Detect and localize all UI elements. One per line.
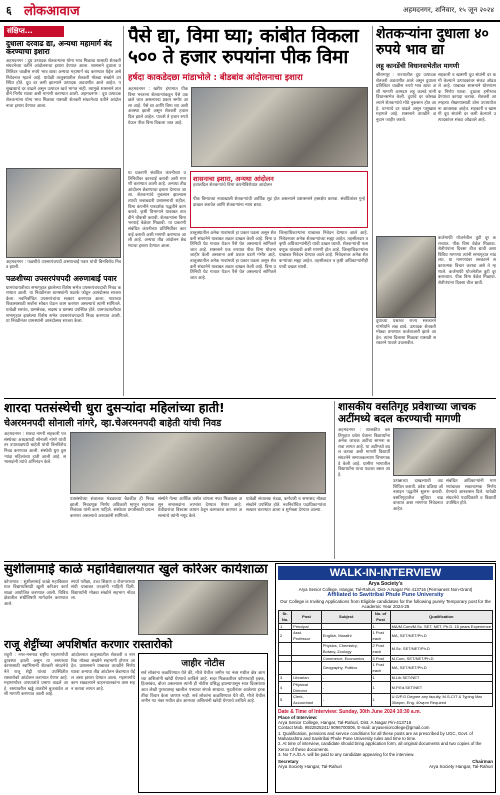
table-cell: M.Com, SET/NET/Ph.D bbox=[390, 655, 492, 662]
walk-in-note: 2. At time of interview, candidate should bring application form, all original documents and two copies of the Xerox of these documents. bbox=[278, 741, 482, 752]
table-cell: Principal bbox=[292, 623, 322, 630]
mid-left-photo bbox=[70, 432, 326, 494]
mid-left-body-col2: पतसंस्थेच्या संचालक मंडळाच्या बैठकीत ही निवड झाली. निवडणूक निर्णय अधिकारी म्हणून सहायक निबंधक यांनी काम पाहिले. संस्थेच्या प्रगतीसाठी प्रयत्न करणार असल्याचे अध्यक्षांनी सांगितले. bbox=[70, 497, 154, 519]
short-news-item1-title: दुधाला दरवाढ द्या, अन्यथा महामार्ग बंद करण्याचा इशारा bbox=[6, 39, 112, 56]
table-cell: - bbox=[321, 623, 371, 630]
walk-in-note: 1. Qualification, pensions and service conditions for all these posts are as prescribed by UGC, Govt. of Maharashtra and Savitribai Phule Pune University rules and time to time. bbox=[278, 730, 473, 742]
lead-headline: पैसे द्या, विमा घ्या; कांबीत विकला ५०० ते हजार रुपयांना पीक विमा bbox=[128, 26, 359, 68]
table-cell bbox=[279, 642, 292, 655]
mid-right-story bbox=[334, 401, 496, 559]
table-cell: Geography, Politics bbox=[321, 662, 371, 675]
walk-in-invite: Our College is Inviting Applications from Eligible candidates for the following purely Temporary post for the Academic Year 2024-25 bbox=[280, 599, 491, 609]
short-news-item2-body: ग्रामपंचायतीच्या सभागृहात झालेल्या विशेष सभेत उपसरपंचपदाची निवड करण्यात आली. या निवडीनंतर ग्रामस्थांनी फटाके फोडून आनंदोत्सव साजरा केला. नवनिर्वाचित उपसरपंचांचा सत्कार करण्यात आला. गावाच्या विकासासाठी सर्वांना सोबत घेऊन काम करणार असल्याचे त्यांनी सांगितले. यावेळी सरपंच, ग्रामसेवक, सदस्य व ग्रामस्थ उपस्थित होते. ग्रामपंचायतीच्या सभागृहात झालेल्या विशेष सभेत उपसरपंचपदाची निवड करण्यात आली. या निवडीनंतर ग्रामस्थांनी आनंदोत्सव साजरा केला. bbox=[6, 285, 121, 325]
short-news-item1-body: अहमदनगर : दूध उत्पादक शेतकऱ्यांना योग्य भाव मिळावा यासाठी शेतकरी संघटनेच्या वतीने आंदोलनाचा इशारा देण्यात आला. शासनाने दुधाला प्रतिलिटर चाळीस रुपये भाव द्यावा अन्यथा महामार्ग बंद करण्यात येईल असे निवेदनात म्हटले आहे. यावेळी तालुक्यातील शेतकरी मोठ्या संख्येने उपस्थित होते. दूध दर कमी झाल्याने उत्पादक अडचणीत आले आहेत. पशुखाद्याचे दर वाढले असून उत्पादन खर्च भागत नाही. त्यामुळे शासनाने तातडीने निर्णय घ्यावा अशी मागणी करण्यात आली. अहमदनगर : दूध उत्पादक शेतकऱ्यांना योग्य भाव मिळावा यासाठी शेतकरी संघटनेच्या वतीने आंदोलनाचा इशारा देण्यात आला. bbox=[6, 58, 121, 109]
table-row bbox=[279, 642, 493, 655]
bottom-left-body-col4: आंदोलनात तालुक्यातील शेतकरी व नागरिक मोठ्या संख्येने सहभागी होणार आहेत. प्रशासनाने याबाबत तातडीने निर्णय घ्यावा अन्यथा तीव्र आंदोलन छेडण्यात येईल असा इशारा देण्यात आला. महामार्गाचे काम रखडल्याने वाहनचालकांना त्रास सहन करावा लागत आहे. bbox=[71, 653, 135, 692]
short-news-photo-caption: अहमदनगर : पळशीचे उपसरपंचपदी अरुणाबाई पवार यांची बिनविरोध निवड झाली. bbox=[6, 259, 121, 271]
table-cell: MA, SET/NET/Ph.D bbox=[390, 662, 492, 675]
table-cell: 1 Post each bbox=[371, 662, 390, 675]
table-cell: Clerk, Accountant bbox=[292, 694, 322, 707]
public-notice-title: जाहीर नोटीस bbox=[181, 659, 225, 670]
table-cell: English, Marathi bbox=[321, 630, 371, 643]
table-cell: 1 bbox=[371, 694, 390, 707]
right-top-photo bbox=[376, 236, 436, 318]
bottom-left-body-col3: राहुरी : नगर-मनमाड राष्ट्रीय महामार्गाची दुरवस्था झाली असून या रस्त्याच्या कामासाठी स्वाभिमानी शेतकरी संघटनेचे नेते राजू शेट्टी यांच्या उपस्थितीत रास्तारोको आंदोलन करण्यात येणार आहे. महामार्गावर अपघातांचे प्रमाण वाढले आहे. रस्त्यावरील खड्डे तातडीने बुजवावेत अशी मागणी करण्यात आली आहे. bbox=[4, 653, 68, 698]
table-cell: M.P.Ed.SET/NET bbox=[390, 681, 492, 694]
lead-photo bbox=[191, 87, 368, 167]
walk-in-col-header: No. of Post bbox=[371, 611, 390, 624]
bottom-left-body-col2: स्पर्धा परीक्षा, उच्च शिक्षण व रोजगाराच्या संधी याबाबत तज्ज्ञांनी माहिती दिली. विद्यार्थ्यांनी मोठ्या संख्येने सहभाग नोंदवला. bbox=[71, 579, 135, 602]
mid-left-headline: शारदा पतसंस्थेची धुरा दुसऱ्यांदा महिलांच्या हाती! bbox=[4, 401, 225, 415]
short-news-item2-title: पळशीच्या उपसरपंचपदी अरुणाबाई पवार bbox=[6, 273, 117, 283]
masthead bbox=[0, 0, 500, 22]
walk-in-sign-right-org: Arya Society Hangar, Tal-Rahuri bbox=[429, 763, 493, 769]
short-news-column bbox=[4, 26, 124, 396]
public-notice-body: सर्व लोकांना कळविण्यात येते की, मौजे येथील जमीन गट नंबर मधील क्षेत्र आमच्या अशिलांनी खरेदी घेण्याचे ठरविले आहे. सदर मिळकतीवर कोणाचाही हक्क, हितसंबंध, बोजा असल्यास त्यांनी ही नोटीस प्रसिद्ध झाल्यापासून सात दिवसांच्या आत लेखी पुराव्यासह खालील पत्त्यावर संपर्क साधावा. मुदतीनंतर आलेल्या हरकतींचा विचार केला जाणार नाही. सर्व लोकांना कळविण्यात येते की, मौजे येथील जमीन गट नंबर मधील क्षेत्र आमच्या अशिलांनी खरेदी घेण्याचे ठरविले आहे. bbox=[141, 671, 265, 705]
table-cell bbox=[292, 662, 322, 675]
mid-right-body-col2: उत्पन्नाच्या दाखल्याची अट शिथिल करावी. प्रवेश प्रक्रिया ऑनलाइन पद्धतीने सुलभ करावी. वसतिगृहातील सुविधा वाढवाव्यात अशा मागण्या निवेदनात आहेत. bbox=[393, 479, 443, 512]
table-cell bbox=[292, 642, 322, 655]
walk-in-col-header: Sr. No. bbox=[279, 611, 292, 624]
lead-boxed-extra: पीक विम्याच्या नावाखाली शेतकऱ्यांची आर्थिक लूट होत असल्याने प्रशासनाने हस्तक्षेप करावा. संबंधितांवर गुन्हे दाखल करावेत आणि शेतकऱ्यांना न्याय द्यावा. bbox=[193, 197, 365, 208]
table-cell: M.Sc. SET/NET/Ph.D bbox=[390, 642, 492, 655]
table-cell: 2 Post each bbox=[371, 642, 390, 655]
mid-right-body-col1: अहमदनगर : शासकीय वसतिगृहात प्रवेश घेताना विद्यार्थ्यांना अनेक जाचक अटींचा सामना करावा लागत आहे. या अटींमध्ये बदल करावा अशी मागणी विद्यार्थी संघटनेने समाजकल्याण विभागाकडे केली आहे. ग्रामीण भागातील विद्यार्थ्यांना याचा फटका बसत आहे. bbox=[338, 428, 390, 478]
mid-left-body-col3: संस्थेने गेल्या आर्थिक वर्षात चांगला नफा मिळवला असून सभासदांना लाभांश देण्यात येणार आहे. ठेवीदारांचा विश्वास कायम ठेवून कामकाज करणार असल्याचे त्यांनी नमूद केले. bbox=[158, 497, 242, 519]
table-cell: 5 bbox=[279, 694, 292, 707]
walk-in-sign-right: Chairman bbox=[472, 758, 493, 764]
bottom-left-photo bbox=[138, 580, 268, 635]
lead-boxed-note bbox=[190, 171, 368, 228]
walk-in-place-detail: Arya Senior College, Hangar, Tal-Rahuri, Dist. A.Nagar Pin-413716 bbox=[278, 719, 412, 725]
right-top-body-col2: सहकारी व खासगी दूध संघांनी दर कमी केल्याने उत्पादकांवर संकट ओढवले आहे. याबाबत शासनाने धोरणात्मक निर्णय घ्यावा. दुधाला हमीभाव देण्याचा कायदा करावा. शेतकरी आत्महत्या रोखण्यासाठी ठोस उपाययोजना आवश्यक आहेत. सहकारी व खासगी दूध संघांनी दर कमी केल्याने उत्पादकांवर संकट ओढवले आहे. bbox=[438, 73, 496, 123]
table-cell: 4 bbox=[279, 681, 292, 694]
table-row bbox=[279, 662, 493, 675]
table-cell: M.Lib.SET/NET bbox=[390, 674, 492, 681]
bottom-left-body-col1: कोपरगाव : सुशीलामाई काळे महाविद्यालयात विद्यार्थ्यांसाठी खुली करिअर कार्यशाळा आयोजित करण्यात आली. विविध क्षेत्रातील संधींविषयी मार्गदर्शन करण्यात आले. bbox=[4, 579, 68, 608]
table-cell: 1 bbox=[371, 681, 390, 694]
walk-in-note: 3. No T.A./D.A. will be paid to any candidate appearing for the interview. bbox=[278, 751, 415, 757]
table-cell: MA/M.Com/M.Sc. SET, NET, Ph.D. 15 years Experience bbox=[391, 623, 491, 629]
walk-in-title: WALK-IN-INTERVIEW bbox=[278, 566, 493, 580]
table-cell: Librarian bbox=[292, 674, 322, 681]
mid-left-body-col4: यावेळी संचालक मंडळ, कर्मचारी व सभासद मोठ्या संख्येने उपस्थित होते. नवनिर्वाचित पदाधिकाऱ्यांचा सत्कार करण्यात आला व शुभेच्छा देण्यात आल्या. bbox=[246, 497, 326, 514]
mid-right-photo bbox=[393, 428, 496, 476]
bottom-left-subhead: राजू शेट्टींच्या अपशिर्षात करणार रास्तारोको bbox=[4, 637, 173, 651]
table-cell: 1 bbox=[371, 623, 390, 630]
table-cell: 3 Post bbox=[371, 655, 390, 662]
divider-1 bbox=[4, 398, 496, 399]
table-cell: Commerce, Economics bbox=[321, 655, 371, 662]
lead-story bbox=[128, 26, 368, 396]
table-cell bbox=[279, 655, 292, 662]
lead-subhead: हर्षदा काकडेदछा मांडाभोले : बीडबांव आंदोलनाचा इशारा bbox=[128, 73, 303, 83]
table-row bbox=[279, 674, 493, 681]
divider-2 bbox=[4, 561, 496, 562]
table-cell: 3 bbox=[279, 674, 292, 681]
walk-in-notes bbox=[278, 731, 493, 757]
mid-right-body-col3: संबंधित अधिकाऱ्यांनी मागण्यांबाबत सकारात्मक निर्णय घेण्याचे आश्वासन दिले. यावेळी संघटनेचे पदाधिकारी व विद्यार्थी उपस्थित होते. bbox=[446, 479, 496, 507]
table-cell: 1 bbox=[371, 674, 390, 681]
walk-in-sign-left: Secretary bbox=[278, 758, 299, 764]
date-line: अहमदनगर, शनिवार, १५ जून २०२४ bbox=[403, 6, 494, 14]
table-cell: 1 Post each bbox=[371, 630, 390, 643]
table-row bbox=[279, 623, 493, 630]
short-news-tag: संक्षिप्त... bbox=[4, 26, 64, 37]
walk-in-affiliation: Affiliated to Savitribai Phule Pune University bbox=[327, 592, 444, 598]
table-cell: Asst. Professor bbox=[292, 630, 322, 643]
lead-body-col4: जिल्हाधिकाऱ्यांना याबाबत निवेदन देण्यात आले आहे. निवेदनावर अनेक शेतकऱ्यांच्या सह्या आहेत. तहसीलदार व कृषी अधिकाऱ्यांनीही याची दखल घ्यावी. शेतकऱ्यांची फसवणूक थांबवावी अशी मागणी होत आहे. जिल्हाधिकाऱ्यांना याबाबत निवेदन देण्यात आले आहे. निवेदनावर अनेक शेतकऱ्यांच्या सह्या आहेत. तहसीलदार व कृषी अधिकाऱ्यांनीही याची दखल घ्यावी. bbox=[279, 231, 368, 270]
walk-in-col-header: Qualification bbox=[390, 611, 492, 624]
table-cell: Physics, Chemistry, Botany, Zoology bbox=[321, 642, 371, 655]
table-cell: - bbox=[321, 694, 371, 707]
right-top-headline: शेतकऱ्यांना दुधाला ४० रुपये भाव द्या bbox=[376, 26, 489, 58]
bottom-left-headline: सुशीलामाई काळे महाविद्यालयात खुले करिअर कार्यशाळा bbox=[4, 563, 268, 577]
table-row bbox=[279, 694, 493, 707]
mid-left-body-col1: अहमदनगर : शारदा नागरी सहकारी पतसंस्थेच्या अध्यक्षपदी सोनाली नांगरे यांची तर उपाध्यक्षपदी बाहेती यांची बिनविरोध निवड करण्यात आली. संस्थेची धुरा दुसऱ्यांदा महिलांच्या हाती आली आहे. सभासदांनी त्यांचे अभिनंदन केले. bbox=[4, 432, 66, 466]
table-cell: - bbox=[321, 674, 371, 681]
lead-boxed-body: हवालदिल शेतकऱ्यांचे विमा कंपनीविरोधात आंदोलन bbox=[193, 183, 272, 188]
walk-in-col-header: Post bbox=[292, 611, 322, 624]
lead-body-col3: तालुक्यातील अनेक गावांमध्ये हा प्रकार घडला असून शेतकरी संघटनेने याबाबत तक्रार दाखल केली आहे. विमा प्रतिनिधी थेट गावात येऊन पैसे घेत असल्याचे सांगितले जात आहे. शासनाने एक रुपयात पीक विमा योजना जाहीर केली असताना असे प्रकार घडणे गंभीर आहे. तालुक्यातील अनेक गावांमध्ये हा प्रकार घडला असून शेतकरी संघटनेने याबाबत तक्रार दाखल केली आहे. विमा प्रतिनिधी थेट गावात येऊन पैसे घेत असल्याचे सांगितले जात आहे. bbox=[190, 231, 276, 281]
walk-in-college: Arya Senior College, Hangar, Tal-Rahuri, Dist- A.Nagar Pin 413716 (Permanent Non-Grant) bbox=[298, 587, 473, 592]
table-cell: 1 bbox=[279, 623, 292, 630]
table-cell bbox=[292, 655, 322, 662]
walk-in-sign-left-org: Arya Society Hangar, Tal-Rahuri bbox=[278, 763, 342, 769]
table-cell: Physical Director bbox=[292, 681, 322, 694]
walk-in-society: Arya Society's bbox=[368, 581, 403, 587]
walk-in-table bbox=[278, 610, 493, 707]
table-row bbox=[279, 655, 493, 662]
public-notice bbox=[138, 653, 268, 793]
table-cell: - bbox=[321, 681, 371, 694]
lead-body-col1: अहमदनगर : खरीप हंगामात पीक विमा भरताना शेतकऱ्यांकडून पैसे उकळले जात असल्याचा प्रकार समोर आला आहे. पैसे द्या आणि विमा घ्या अशी अवस्था झाली असून शेतकरी हवालदिल झाले आहेत. पाचशे ते हजार रुपये घेऊन पीक विमा विकला जात आहे. bbox=[128, 87, 188, 126]
right-top-story bbox=[372, 26, 496, 396]
table-row bbox=[279, 681, 493, 694]
table-cell: 2 bbox=[279, 630, 292, 643]
page-number: ६ bbox=[6, 4, 12, 17]
mid-right-headline: शासकीय वसतिगृह प्रवेशाच्या जाचक अटींमध्ये बदल करण्याची मागणी bbox=[338, 401, 476, 425]
mid-left-subhead: चेअरमनपदी सोनाली नांगरे, व्हा.चेअरमनपदी बाहेती यांची निवड bbox=[4, 418, 222, 430]
table-cell: MA, SET/NET/Ph.D bbox=[390, 630, 492, 643]
mid-left-story bbox=[4, 401, 330, 559]
walk-in-col-header: Subject bbox=[321, 611, 371, 624]
walk-in-date-time: Date & Time of Interview: Sunday, 30th June 2024 10:30 a.m. bbox=[278, 708, 421, 715]
walk-in-interview-ad bbox=[275, 563, 496, 793]
lead-body-col2: या प्रकरणी संबंधित कंपनीच्या प्रतिनिधींवर कारवाई करावी अशी मागणी करण्यात आली आहे. अन्यथा तीव्र आंदोलन छेडण्याचा इशारा देण्यात आला. शेतकऱ्यांचे नुकसान झाल्यास त्याची जबाबदारी प्रशासनाची राहील. विमा कंपनीने पारदर्शक पद्धतीने काम करावे. कृषी विभागाने याबाबत तातडीने चौकशी करावी. शेतकऱ्यांना विमा भरपाई वेळेवर मिळावी. या प्रकरणी संबंधित कंपनीच्या प्रतिनिधींवर कारवाई करावी अशी मागणी करण्यात आली आहे. अन्यथा तीव्र आंदोलन छेडण्याचा इशारा देण्यात आला. bbox=[128, 171, 186, 249]
right-top-body-col1: श्रीरामपूर : राज्यातील दूध उत्पादक शेतकरी अडचणीत आले असून दुधाला प्रतिलिटर चाळीस रुपये भाव द्यावा अशी मागणी आमदार लहू कानडे यांनी विधानसभेत केली. दुधाचे दर कोसळल्याने शेतकऱ्यांचे मोठे नुकसान होत आहे. चाऱ्याचे दर वाढले असून पशुखाद्य महागले आहे. शासनाने तातडीने अनुदान जाहीर करावे. bbox=[376, 73, 436, 123]
bottom-left-story bbox=[4, 563, 271, 793]
table-cell bbox=[279, 662, 292, 675]
right-top-subhead: लहू कानडेंची विधानसभेतील मागणी bbox=[376, 62, 460, 70]
walk-in-contact: Contact Mob. 9922825241/ 9096700006, E-mail: aryaseniorcollege@gmail.com bbox=[278, 724, 430, 730]
lead-boxed-title: शासनाचा इशारा, अन्यथा आंदोलन bbox=[193, 175, 274, 183]
short-news-photo bbox=[6, 168, 121, 258]
walk-in-place-label: Place of Interview: bbox=[278, 714, 318, 720]
table-row bbox=[279, 630, 493, 643]
table-cell: U.G/P.G Degree any faculty, M.S-CIT & Typing Mar 30wpm, Eng. 40wpm Required bbox=[390, 694, 492, 707]
right-top-body-col4: दुधाच्या प्रश्नावर राज्य सरकारने गांभीर्याने लक्ष द्यावे. उत्पादक शेतकरी मोठ्या प्रमाणात कर्जबाजारी झाले आहेत. त्यांना दिलासा मिळावा यासाठी सरकारने पावले उचलावीत. bbox=[376, 319, 436, 347]
right-top-body-col3: कर्जमाफी योजनेतील त्रुटी दूर कराव्यात. पीक विमा वेळेत मिळावा. शेतीपंपांना दिवसा वीज द्यावी अशा विविध मागण्या त्यांनी सभागृहात मांडल्या. या मागण्यांवर सरकारने सकारात्मक विचार करावा असे ते म्हणाले. कर्जमाफी योजनेतील त्रुटी दूर कराव्यात. पीक विमा वेळेत मिळावा. शेतीपंपांना दिवसा वीज द्यावी. bbox=[438, 236, 496, 286]
newspaper-brand: लोकआवाज bbox=[24, 4, 80, 19]
